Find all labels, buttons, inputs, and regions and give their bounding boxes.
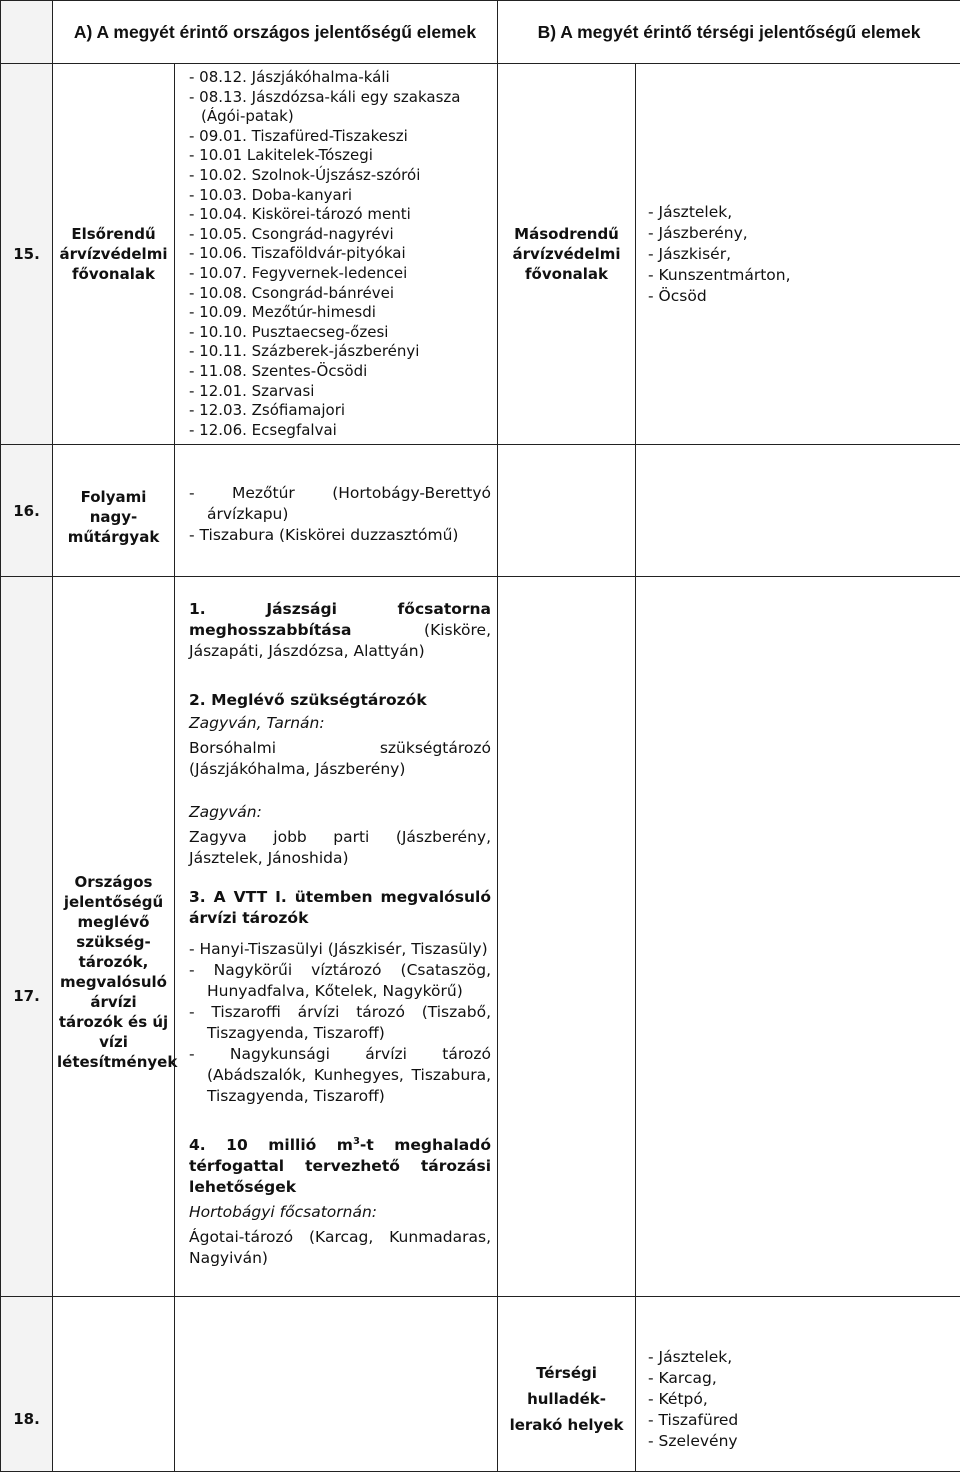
header-number-cell — [1, 1, 53, 64]
section-2-subtitle: Zagyván, Tarnán: — [189, 713, 491, 734]
header-col-b: B) A megyét érintő térségi jelentőségű elemek — [498, 1, 960, 64]
list-item: - 10.02. Szolnok-Újszász-szórói — [189, 166, 491, 186]
list-item: - Kunszentmárton, — [648, 265, 960, 286]
row-number: 17. — [1, 577, 53, 1297]
list-item: - 08.12. Jászjákóhalma-káli — [189, 68, 491, 88]
header-col-a: A) A megyét érintő országos jelentőségű elemek — [53, 1, 498, 64]
list-item: - Öcsöd — [648, 286, 960, 307]
table-header-row — [1, 1, 960, 64]
row-number: 15. — [1, 64, 53, 445]
row-items-b — [636, 1297, 960, 1472]
list-item: - Jásztelek, — [648, 1347, 960, 1368]
row-items-b — [636, 445, 960, 577]
list-item: - Kétpó, — [648, 1389, 960, 1410]
row-category-a — [53, 1297, 175, 1472]
list-item: - Jászberény, — [648, 223, 960, 244]
table-row-17 — [1, 577, 960, 1297]
section-2-title: 2. Meglévő szükségtározók — [189, 690, 491, 711]
section-4-title-part: -t meghaladó térfogattal tervezhető tározási lehetőségek — [189, 1136, 491, 1196]
section-4-subtitle: Hortobágyi főcsatornán: — [189, 1202, 491, 1223]
list-item: - Tiszaroffi árvízi tározó (Tiszabő, Tiszagyenda, Tiszaroff) — [189, 1002, 491, 1044]
row-items-a — [175, 64, 498, 445]
section-4-title — [189, 1131, 491, 1198]
list-item: - Jászkisér, — [648, 244, 960, 265]
list-item: - 12.03. Zsófiamajori — [189, 401, 491, 421]
list-item: - Hanyi-Tiszasülyi (Jászkisér, Tiszasüly) — [189, 939, 491, 960]
row-number: 18. — [1, 1297, 53, 1472]
superscript: 3 — [353, 1136, 360, 1147]
section-2-text: Borsóhalmi szükségtározó (Jászjákóhalma, Jászberény) — [189, 738, 491, 780]
list-item: - 08.13. Jászdózsa-káli egy szakasza — [189, 88, 491, 108]
list-item: - 12.06. Ecsegfalvai — [189, 421, 491, 441]
list-item: - 10.09. Mezőtúr-himesdi — [189, 303, 491, 323]
list-item: (Ágói-patak) — [189, 107, 491, 127]
row-category-b: Másodrendű árvízvédelmi fővonalak — [498, 64, 636, 445]
list-item: - 10.06. Tiszaföldvár-pityókai — [189, 244, 491, 264]
list-item: - 10.10. Pusztaecseg-őzesi — [189, 323, 491, 343]
section-1-title: 1. Jászsági főcsatorna meghosszabbítása — [189, 600, 491, 639]
list-item: - Tiszafüred — [648, 1410, 960, 1431]
row-category-b — [498, 577, 636, 1297]
list-item: - 10.05. Csongrád-nagyrévi — [189, 225, 491, 245]
list-item: - 10.07. Fegyvernek-ledencei — [189, 264, 491, 284]
row-items-b — [636, 64, 960, 445]
list-item: - 09.01. Tiszafüred-Tiszakeszi — [189, 127, 491, 147]
list-item: - 10.08. Csongrád-bánrévei — [189, 284, 491, 304]
list-item: - 10.11. Százberek-jászberényi — [189, 342, 491, 362]
row-category-a: Elsőrendű árvízvédelmi fővonalak — [53, 64, 175, 445]
list-item: - 10.01 Lakitelek-Tószegi — [189, 146, 491, 166]
row-category-a: Folyami nagy-műtárgyak — [53, 445, 175, 577]
row-category-b — [498, 445, 636, 577]
section-2-subtitle: Zagyván: — [189, 802, 491, 823]
list-item: - Tiszabura (Kiskörei duzzasztómű) — [189, 525, 491, 546]
list-item: - Jásztelek, — [648, 202, 960, 223]
list-item: - Mezőtúr (Hortobágy-Berettyó árvízkapu) — [189, 483, 491, 525]
list-item: - Szelevény — [648, 1431, 960, 1452]
row-items-b — [636, 577, 960, 1297]
row-items-a — [175, 445, 498, 577]
table-row-18 — [1, 1297, 960, 1472]
row-category-a: Országos jelentőségű meglévő szükség-tározók, megvalósuló árvízi tározók és új vízi létesítmények — [53, 577, 175, 1297]
list-item: - 12.01. Szarvasi — [189, 382, 491, 402]
list-item: - 11.08. Szentes-Öcsödi — [189, 362, 491, 382]
section-1-text: (Kisköre, Jászapáti, Jászdózsa, Alattyán) — [189, 621, 491, 660]
section-3-title: 3. A VTT I. ütemben megvalósuló árvízi tározók — [189, 887, 491, 929]
row-items-a — [175, 1297, 498, 1472]
section-1 — [189, 599, 491, 662]
row-category-b: Térségi hulladék-lerakó helyek — [498, 1297, 636, 1472]
section-4-title-part: 4. 10 millió m — [189, 1136, 353, 1154]
list-item: - Karcag, — [648, 1368, 960, 1389]
list-item: - Nagykörűi víztározó (Csataszög, Hunyadfalva, Kőtelek, Nagykörű) — [189, 960, 491, 1002]
row-number: 16. — [1, 445, 53, 577]
section-2-text: Zagyva jobb parti (Jászberény, Jásztelek, Jánoshida) — [189, 827, 491, 869]
table-row-15 — [1, 64, 960, 445]
section-4-text: Ágotai-tározó (Karcag, Kunmadaras, Nagyiván) — [189, 1227, 491, 1269]
list-item: - 10.03. Doba-kanyari — [189, 186, 491, 206]
list-item: - Nagykunsági árvízi tározó (Abádszalók, Kunhegyes, Tiszabura, Tiszagyenda, Tiszaroff) — [189, 1044, 491, 1107]
list-item: - 10.04. Kiskörei-tározó menti — [189, 205, 491, 225]
row-items-a — [175, 577, 498, 1297]
table-row-16 — [1, 445, 960, 577]
